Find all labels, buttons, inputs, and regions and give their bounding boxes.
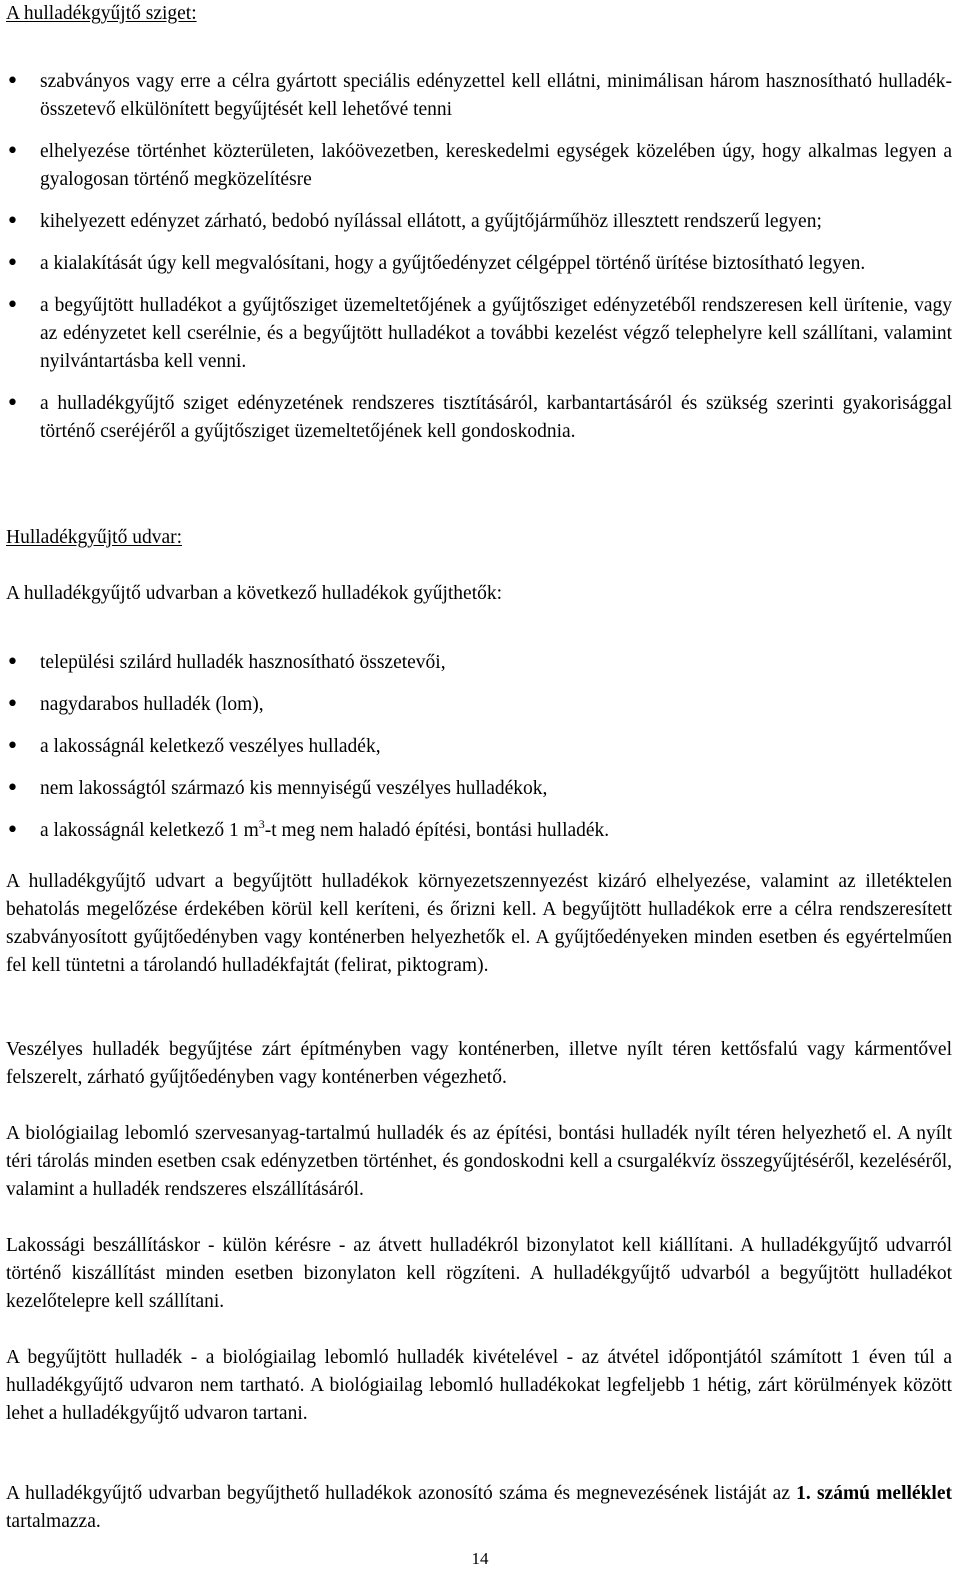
paragraph-storage-limit: A begyűjtött hulladék - a biológiailag lebomló hulladék kivételével - az átvétel időpontjától számított 1 éven túl a hulladékgyűjtő udvaron nem tartható. A biológiailag lebomló hulladékokat legfeljebb 1 hétig, zárt körülmények között lehet a hulladékgyűjtő udvaron tartani. bbox=[6, 1347, 952, 1424]
paragraph-udvar-fencing: A hulladékgyűjtő udvart a begyűjtött hulladékok környezetszennyezést kizáró elhelyezése, valamint az illetéktelen behatolás megelőzése érdekében körül kell keríteni, és őrizni kell. A begyűjtött hulladékok erre a célra rendszeresített szabványosított gyűjtőedényben vagy konténerben helyezhetők el. A gyűjtőedényeken minden esetben és egyértelműen fel kell tüntetni a tárolandó hulladékfajtát (felirat, piktogram). bbox=[6, 871, 952, 976]
paragraph-biodegradable: A biológiailag lebomló szervesanyag-tartalmú hulladék és az építési, bontási hulladék nyílt téren helyezhető el. A nyílt téri tárolás minden esetben csak edényzetben történhet, és gondoskodni kell a csurgalékvíz összegyűjtéséről, kezeléséről, valamint a hulladék rendszeres elszállításáról. bbox=[6, 1123, 952, 1200]
list-item: • a kialakítását úgy kell megvalósítani, hogy a gyűjtőedényzet célgéppel történő ürítése biztosítható legyen. bbox=[6, 250, 952, 278]
superscript-exponent: 3 bbox=[258, 817, 265, 831]
list-item bbox=[6, 817, 952, 845]
list-item: • nagydarabos hulladék (lom), bbox=[6, 691, 952, 719]
paragraph-delivery: Lakossági beszállításkor - külön kérésre - az átvett hulladékról bizonylatot kell kiállítani. A hulladékgyűjtő udvarról történő kiszállítást minden esetben bizonylaton kell rögzíteni. A hulladékgyűjtő udvarból a begyűjtött hulladékot kezelőtelepre kell szállítani. bbox=[6, 1235, 952, 1312]
udvar-intro: A hulladékgyűjtő udvarban a következő hulladékok gyűjthetők: bbox=[6, 583, 503, 604]
list-item: • kihelyezett edényzet zárható, bedobó nyílással ellátott, a gyűjtőjárműhöz illesztett rendszerű legyen; bbox=[6, 208, 952, 236]
list-item: • települési szilárd hulladék hasznosítható összetevői, bbox=[6, 649, 952, 677]
udvar-waste-list bbox=[6, 649, 952, 859]
list-item: • szabványos vagy erre a célra gyártott speciális edényzettel kell ellátni, minimálisan három hasznosítható hulladék-összetevő elkülönített begyűjtését kell lehetővé tenni bbox=[6, 68, 952, 124]
page-number: 14 bbox=[471, 1549, 489, 1568]
annex-reference-bold: 1. számú melléklet bbox=[796, 1483, 952, 1504]
paragraph-annex-reference bbox=[6, 1480, 952, 1536]
paragraph-text: A hulladékgyűjtő udvarban begyűjthető hulladékok azonosító száma és megnevezésének listáját az bbox=[6, 1483, 797, 1504]
list-item: • elhelyezése történhet közterületen, lakóövezetben, kereskedelmi egységek közelében úgy, hogy alkalmas legyen a gyalogosan történő megközelítésre bbox=[6, 138, 952, 194]
list-item: • a hulladékgyűjtő sziget edényzetének rendszeres tisztításáról, karbantartásáról és szükség szerinti gyakorisággal történő cseréjéről a gyűjtősziget üzemeltetőjének kell gondoskodnia. bbox=[6, 390, 952, 446]
section-heading-hulladekgyujto-sziget: A hulladékgyűjtő sziget: bbox=[6, 3, 197, 24]
list-item-text: -t meg nem haladó építési, bontási hulladék. bbox=[264, 820, 610, 841]
list-item: • a begyűjtött hulladékot a gyűjtősziget üzemeltetőjének a gyűjtősziget edényzetéből rendszeresen kell ürítenie, vagy az edényzetet kell cserélnie, és a begyűjtött hulladékot a további kezelést végző telephelyre kell szállítani, valamint nyilvántartásba kell venni. bbox=[6, 292, 952, 376]
paragraph-hazardous-waste: Veszélyes hulladék begyűjtése zárt építményben vagy konténerben, illetve nyílt téren kettősfalú vagy kármentővel felszerelt, zárható gyűjtőedényben vagy konténerben végezhető. bbox=[6, 1039, 952, 1088]
list-item: • nem lakosságtól származó kis mennyiségű veszélyes hulladékok, bbox=[6, 775, 952, 803]
list-item: • a lakosságnál keletkező veszélyes hulladék, bbox=[6, 733, 952, 761]
list-item-text: a lakosságnál keletkező 1 m bbox=[40, 820, 259, 841]
paragraph-text: tartalmazza. bbox=[6, 1511, 101, 1532]
section-heading-hulladekgyujto-udvar: Hulladékgyűjtő udvar: bbox=[6, 527, 183, 548]
sziget-requirements-list bbox=[6, 68, 952, 460]
